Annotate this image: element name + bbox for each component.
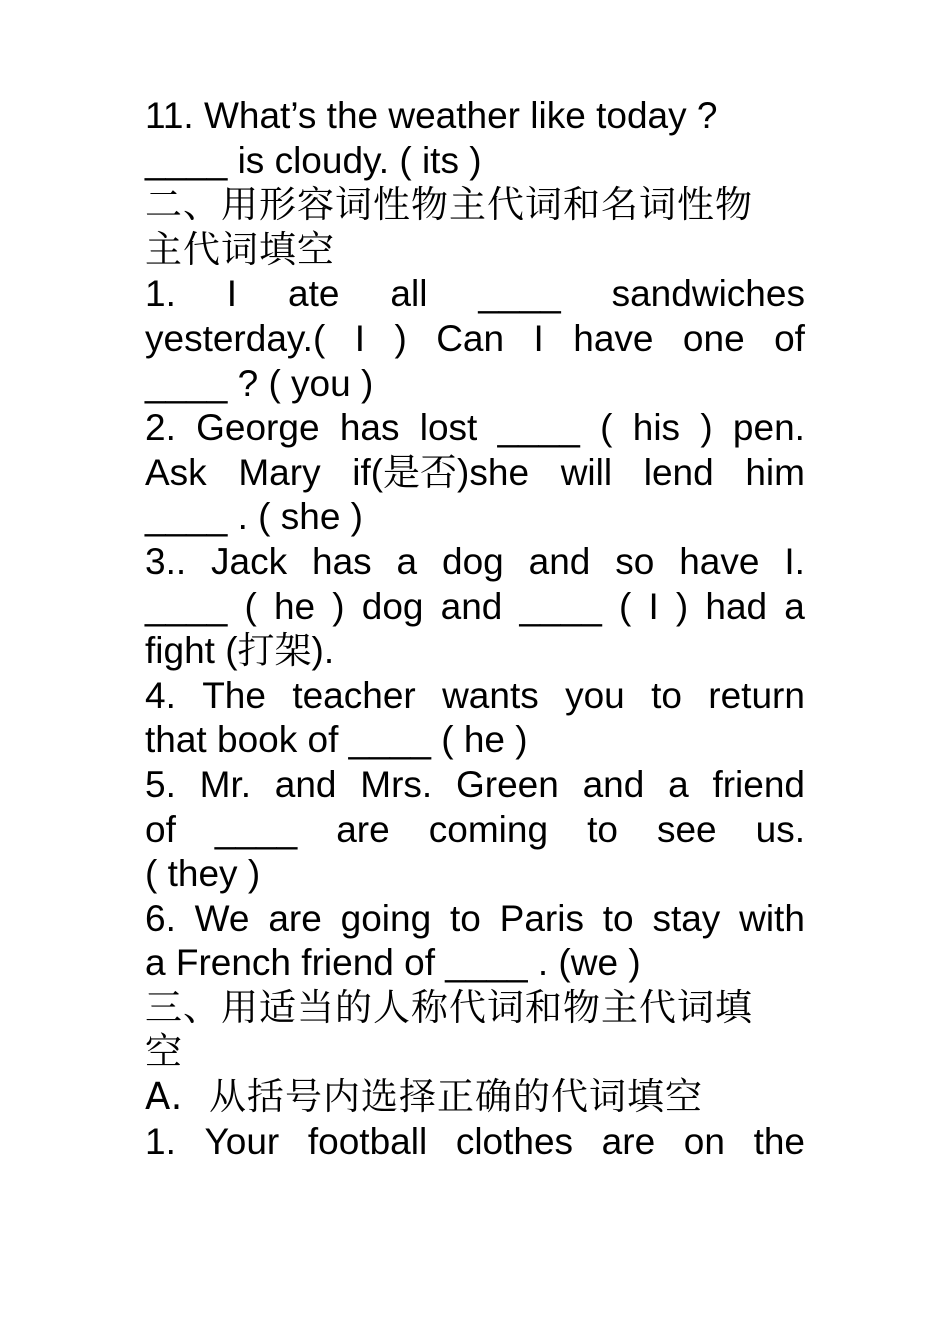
word: has xyxy=(312,540,372,582)
word: 6. xyxy=(145,897,176,939)
section2-heading-line-1: 二、用形容词性物主代词和名词性物 xyxy=(145,183,753,227)
word: dog xyxy=(442,540,504,582)
word: ____ xyxy=(214,808,298,850)
word: all xyxy=(390,273,428,315)
word: wants xyxy=(442,674,539,716)
word: The xyxy=(202,674,266,716)
word: one xyxy=(682,317,745,359)
word: ) xyxy=(332,585,345,627)
word: has xyxy=(339,407,400,449)
q2-line-2 xyxy=(145,451,805,496)
word: football xyxy=(307,1120,428,1162)
word: you xyxy=(565,674,625,716)
q5-line-3: ( they ) xyxy=(145,853,261,895)
word: Jack xyxy=(211,540,288,582)
word: coming xyxy=(428,808,549,850)
word: Green xyxy=(455,763,559,805)
word: ) xyxy=(394,317,407,359)
word: I xyxy=(648,585,659,627)
q3-line-2 xyxy=(145,585,805,630)
word: of xyxy=(774,317,805,359)
word: I xyxy=(533,317,544,359)
word: I xyxy=(354,317,365,359)
word: had xyxy=(705,585,768,627)
word: I. xyxy=(784,540,805,582)
word: Ask xyxy=(145,451,207,493)
q1-line-1 xyxy=(145,272,805,317)
word: ate xyxy=(288,273,340,315)
word: dog xyxy=(361,585,424,627)
word: 1. xyxy=(145,1120,176,1162)
word: clothes xyxy=(455,1120,574,1162)
word: and xyxy=(528,540,591,582)
word: 2. xyxy=(145,407,176,449)
word: 5. xyxy=(145,763,176,805)
word: a xyxy=(668,763,689,805)
word: lend xyxy=(643,451,714,493)
section3-heading-line-1: 三、用适当的人称代词和物主代词填 xyxy=(145,985,753,1029)
word: lost xyxy=(419,407,478,449)
q4-line-1 xyxy=(145,674,805,719)
section2-heading-line-2: 主代词填空 xyxy=(145,227,335,271)
q6-line-1 xyxy=(145,897,805,942)
word: Your xyxy=(204,1120,280,1162)
word: I xyxy=(226,273,238,315)
word: the xyxy=(753,1120,805,1162)
word: 4. xyxy=(145,674,176,716)
word: teacher xyxy=(292,674,416,716)
q11-line-1: 11. What’s the weather like today ? xyxy=(145,95,718,136)
word: ) xyxy=(675,585,689,627)
word: a xyxy=(396,540,418,582)
word: to xyxy=(587,808,618,850)
word: a xyxy=(784,585,805,627)
word: going xyxy=(340,897,432,939)
q3-line-3: fight (打架). xyxy=(145,630,335,672)
word: on xyxy=(683,1120,725,1162)
word: if(是否)she xyxy=(352,451,530,493)
word: Paris xyxy=(499,897,584,939)
document-page xyxy=(145,94,805,1164)
word: him xyxy=(745,451,805,493)
word: are xyxy=(268,897,322,939)
word: of xyxy=(145,808,176,850)
word: have xyxy=(679,540,760,582)
q11-line-2: ____ is cloudy. ( its ) xyxy=(145,139,482,181)
q1-line-2 xyxy=(145,317,805,362)
word: and xyxy=(274,763,337,805)
word: ____ xyxy=(145,585,228,627)
q6-line-2: a French friend of ____ . (we ) xyxy=(145,942,641,984)
word: and xyxy=(440,585,503,627)
word: George xyxy=(196,407,320,449)
word: Mrs. xyxy=(360,763,433,805)
q4-line-2: that book of ____ ( he ) xyxy=(145,719,528,761)
word: ( xyxy=(619,585,632,627)
word: sandwiches xyxy=(611,273,805,315)
word: to xyxy=(449,897,481,939)
word: are xyxy=(336,808,390,850)
word: ____ xyxy=(478,273,561,315)
q2-line-1 xyxy=(145,406,805,451)
part-a-heading: A. 从括号内选择正确的代词填空 xyxy=(145,1075,703,1119)
q2-line-3: ____ . ( she ) xyxy=(145,496,364,538)
word: 3.. xyxy=(145,540,187,582)
word: return xyxy=(708,674,805,716)
section3-heading-line-2: 空 xyxy=(145,1030,183,1074)
word: have xyxy=(573,317,654,359)
word: to xyxy=(651,674,682,716)
q1-line-3: ____ ? ( you ) xyxy=(145,362,374,404)
word: ( xyxy=(600,407,613,449)
word: and xyxy=(582,763,645,805)
word: yesterday.( xyxy=(145,317,326,359)
word: will xyxy=(560,451,613,493)
word: ( xyxy=(244,585,257,627)
word: see xyxy=(656,808,717,850)
word: Can xyxy=(436,317,505,359)
word: ____ xyxy=(497,407,580,449)
word: us. xyxy=(755,808,805,850)
q3-line-1 xyxy=(145,540,805,585)
word: Mr. xyxy=(199,763,252,805)
word: Mary xyxy=(238,451,321,493)
word: 1. xyxy=(145,273,176,315)
word: his xyxy=(632,407,681,449)
word: to xyxy=(602,897,634,939)
word: ____ xyxy=(519,585,602,627)
word: stay xyxy=(652,897,721,939)
word: ) xyxy=(700,407,713,449)
q5-line-2 xyxy=(145,808,805,853)
word: are xyxy=(601,1120,656,1162)
word: friend xyxy=(712,763,805,805)
word: pen. xyxy=(732,407,805,449)
a1-line-1 xyxy=(145,1120,805,1165)
word: he xyxy=(273,585,316,627)
word: We xyxy=(194,897,250,939)
q5-line-1 xyxy=(145,763,805,808)
word: so xyxy=(615,540,655,582)
word: with xyxy=(739,897,805,939)
